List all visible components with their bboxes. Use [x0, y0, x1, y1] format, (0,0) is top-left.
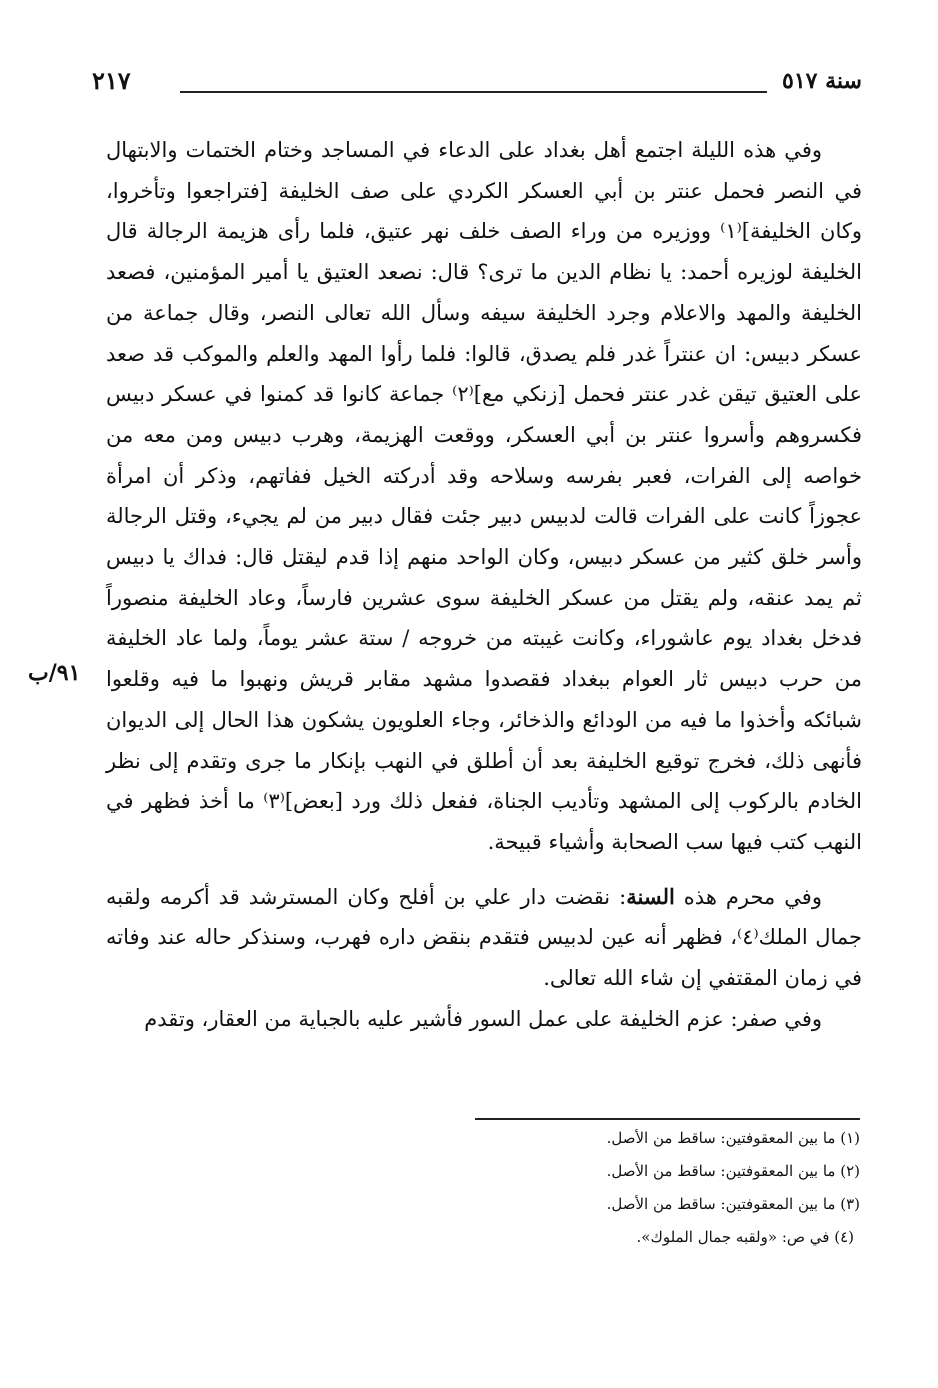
- footnote-2: (٢) ما بين المعقوفتين: ساقط من الأصل.: [606, 1162, 860, 1180]
- footnote-separator: [475, 1118, 860, 1120]
- paragraph-2-colon: :: [610, 884, 627, 909]
- header-year-label: سنة ٥١٧: [782, 68, 862, 94]
- header-rule: [180, 91, 767, 93]
- paragraph-2-prefix: وفي محرم هذه: [683, 884, 822, 909]
- footnote-3: (٣) ما بين المعقوفتين: ساقط من الأصل.: [606, 1195, 860, 1213]
- footnote-4: (٤) في ص: «ولقبه جمال الملوك».: [636, 1228, 854, 1246]
- paragraph-3: وفي صفر: عزم الخليفة على عمل السور فأشير عليه بالجباية من العقار، وتقدم: [144, 1006, 822, 1031]
- paragraph-2-text: نقضت دار علي بن أفلح وكان المسترشد قد أكرمه ولقبه جمال الملك⁽٤⁾، فظهر أنه عين لدبيس فتقدم بنقض داره فهرب، وسنذكر حاله عند وفاته في زمان المقتفي إن شاء الله تعالى.: [106, 884, 863, 991]
- running-header: [92, 66, 862, 106]
- paragraph-1: وفي هذه الليلة اجتمع أهل بغداد على الدعاء في المساجد وختام الختمات والابتهال في النصر فحمل عنتر بن أبي العسكر الكردي على صف الخليفة [فتراجعوا وتأخروا، وكان الخليفة]⁽١⁾ ووزيره من وراء الصف خلف نهر عتيق، فلما رأى هزيمة الرجالة قال الخليفة لوزيره أحمد: يا نظام الدين ما ترى؟ قال: نصعد العتيق يا أمير المؤمنين، فصعد الخليفة والمهد والاعلام وجرد الخليفة سيفه وسأل الله تعالى النصر، وقال جماعة من عسكر دبيس: ان عنتراً غدر فلم يصدق، قالوا: فلما رأوا المهد والعلم والموكب قد صعد على العتيق تيقن غدر عنتر فحمل [زنكي مع]⁽٢⁾ جماعة كانوا قد كمنوا في عسكر دبيس فكسروهم وأسروا عنتر بن أبي العسكر، ووقعت الهزيمة، وهرب دبيس ومن معه من خواصه إلى الفرات، فعبر بفرسه وسلاحه وقد أدركته الخيل ففاتهم، وذكر أن امرأة عجوزاً كانت على الفرات قالت لدبيس دبير جئت فقال دبير من لم يجيء، وقتل الرجالة وأسر خلق كثير من عسكر دبيس، وكان الواحد منهم إذا قدم ليقتل قال: فداك يا دبيس ثم يمد عنقه، ولم يقتل من عسكر الخليفة سوى عشرين فارساً، وعاد الخليفة منصوراً فدخل بغداد يوم عاشوراء، وكانت غيبته من خروجه / ستة عشر يوماً، ولما عاد الخليفة من حرب دبيس ثار العوام ببغداد فقصدوا مشهد مقابر قريش ونهبوا ما فيه وقلعوا شبائكه وأخذوا ما فيه من الودائع والذخائر، وجاء العلويون يشكون هذا الحال إلى الديوان فأنهى ذلك، فخرج توقيع الخليفة بعد أن أطلق في النهب بإنكار ما جرى وتقدم إلى نظر الخادم بالركوب إلى المشهد وتأديب الجناة، ففعل ذلك ورد [بعض]⁽٣⁾ ما أخذ فظهر في النهب كتب فيها سب الصحابة وأشياء قبيحة.: [106, 138, 863, 854]
- footnotes: [160, 1122, 860, 1254]
- main-text: [106, 130, 862, 1039]
- paragraph-2: [106, 877, 862, 999]
- page-number: ٢١٧: [92, 66, 131, 95]
- paragraph-2-bold-word: السنة: [626, 883, 675, 909]
- footnote-1: (١) ما بين المعقوفتين: ساقط من الأصل.: [606, 1129, 860, 1147]
- manuscript-folio-marker: ٩١/ب: [28, 660, 81, 686]
